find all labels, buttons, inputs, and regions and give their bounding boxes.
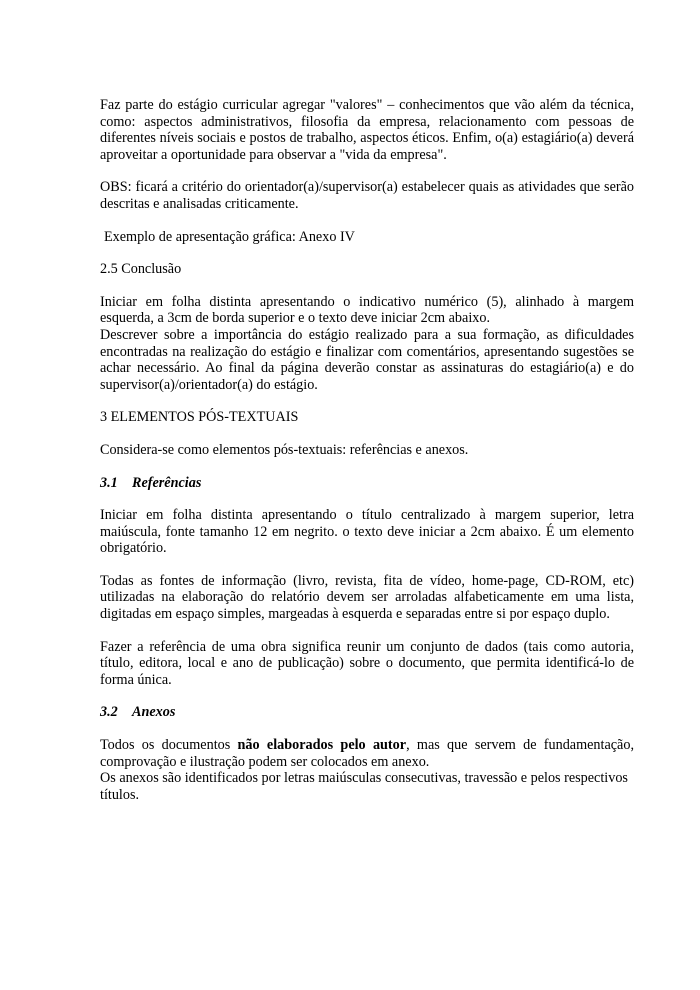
anexos-text-pre: Todos os documentos	[100, 737, 238, 754]
paragraph-conclusao-descrever: Descrever sobre a importância do estágio realizado para a sua formação, as dificuldades encontradas na realização do estágio e finalizar com comentários, apresentando sugestões se achar necessário. Ao final da página deverão constar as assinaturas do estagiário(a) e do supervisor(a)/orientador(a) do estágio.	[100, 326, 634, 393]
heading-anexos-title: Anexos	[132, 704, 176, 721]
paragraph-anexos-identificacao: Os anexos são identificados por letras maiúsculas consecutivas, travessão e pelos respectivos títulos.	[100, 770, 628, 803]
paragraph-obs: OBS: ficará a critério do orientador(a)/supervisor(a) estabelecer quais as atividades que serão descritas e analisadas criticamente.	[100, 179, 634, 212]
paragraph-referencias-obra: Fazer a referência de uma obra significa reunir um conjunto de dados (tais como autoria, título, editora, local e ano de publicação) sobre o documento, que permita identificá-lo de forma única.	[100, 638, 634, 688]
paragraph-conclusao-inicio: Iniciar em folha distinta apresentando o indicativo numérico (5), alinhado à margem esquerda, a 3cm de borda superior e o texto deve iniciar 2cm abaixo.	[100, 293, 634, 327]
heading-referencias-title: Referências	[132, 474, 202, 491]
paragraph-anexos-documentos	[100, 737, 634, 770]
paragraph-pos-textuais: Considera-se como elementos pós-textuais: referências e anexos.	[100, 441, 469, 458]
paragraph-estagio-valores: Faz parte do estágio curricular agregar "valores" – conhecimentos que vão além da técnica, como: aspectos administrativos, filosofia da empresa, relacionamento com pessoas de diferentes níveis sociais e postos de trabalho, aspectos éticos. Enfim, o(a) estagiário(a) deverá aproveitar a oportunidade para observar a "vida da empresa".	[100, 97, 634, 163]
heading-elementos-pos-textuais: 3 ELEMENTOS PÓS-TEXTUAIS	[100, 409, 299, 426]
anexos-text-post: , mas que servem de fundamentação, comprovação e ilustração podem ser colocados em anexo.	[100, 737, 634, 770]
anexos-text-bold: não elaborados pelo autor	[237, 737, 407, 754]
heading-referencias-number: 3.1	[100, 474, 118, 491]
paragraph-exemplo-anexo: Exemplo de apresentação gráfica: Anexo IV	[104, 228, 355, 245]
heading-anexos-number: 3.2	[100, 704, 118, 721]
heading-conclusao: 2.5 Conclusão	[100, 261, 182, 278]
heading-referencias	[100, 475, 634, 492]
document-page	[100, 97, 634, 803]
paragraph-referencias-fontes: Todas as fontes de informação (livro, revista, fita de vídeo, home-page, CD-ROM, etc) utilizadas na elaboração do relatório devem ser arroladas alfabeticamente em uma lista, digitadas em espaço simples, margeadas à esquerda e separadas entre si por espaço duplo.	[100, 572, 634, 623]
paragraph-referencias-inicio: Iniciar em folha distinta apresentando o título centralizado à margem superior, letra maiúscula, fonte tamanho 12 em negrito. o texto deve iniciar a 2cm abaixo. É um elemento obrigatório.	[100, 507, 634, 557]
heading-anexos	[100, 704, 634, 721]
